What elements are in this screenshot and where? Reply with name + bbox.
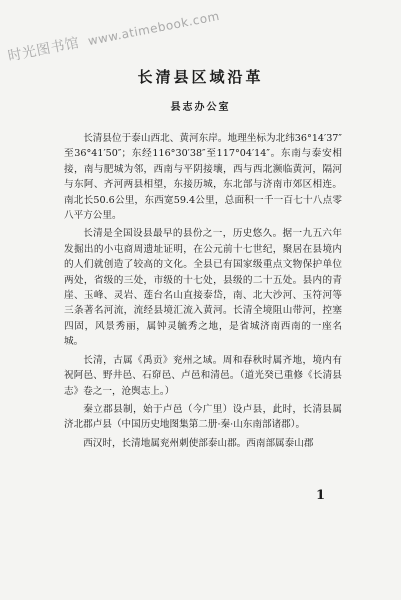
watermark-site-url: www.atimebook.com: [86, 8, 221, 49]
page-number: 1: [316, 488, 326, 503]
document-body: [64, 131, 342, 454]
paragraph-western-han: 西汉时，长清地属兖州刺使部泰山郡。西南部属泰山郡: [83, 437, 314, 449]
watermark-site-name: 时光图书馆: [6, 35, 81, 65]
paragraph-history: 长清是全国设县最早的县份之一，历史悠久。据一九五六年发掘出的小屯商周遗址证明，在公元前十七世纪，聚居在县境内的人们就创造了较高的文化。全县已有国家级重点文物保护单位两处，省级的三处，市级的十七处，县级的二十五处。县内的青崖、玉峰、灵岩、莲台名山直接泰岱，南、北大沙河、玉符河等三条著名河流，流经县境汇流入黄河。长清全境阻山带河，控塞四固，风景秀丽，属钟灵毓秀之地，是省城济南西南的一座名城。: [64, 228, 342, 348]
paragraph-qin-dynasty: 秦立郡县制，始于卢邑（今广里）设卢县，此时，长清县属济北郡卢县（中国历史地图集第二册·秦·山东南部诸郡）。: [64, 403, 342, 431]
document-title: 长清县区域沿革: [137, 68, 264, 86]
document-author: 县志办公室: [170, 102, 231, 113]
paragraph-geography: 长清县位于泰山西北、黄河东岸。地理坐标为北纬36°14′37″至36°41′50″；东经116°30′38″至117°04′14″。东南与泰安相接，南与肥城为邻，西南与平阴接壤，西与西北濒临黄河，隔河与东阿、齐河两县相望，东接历城，东北部与济南市郊区相连。南北长50.6公里，东西宽59.4公里，总面积一千一百七十八点零八平方公里。: [64, 133, 342, 222]
paragraph-ancient-territory: 长清，古属《禹贡》兖州之域。周和春秋时属齐地，境内有祝阿邑、野井邑、石窌邑、卢邑和清邑。（道光癸已重修《长清县志》卷之一，沧舆志上。）: [64, 354, 342, 397]
watermark: [6, 5, 221, 66]
